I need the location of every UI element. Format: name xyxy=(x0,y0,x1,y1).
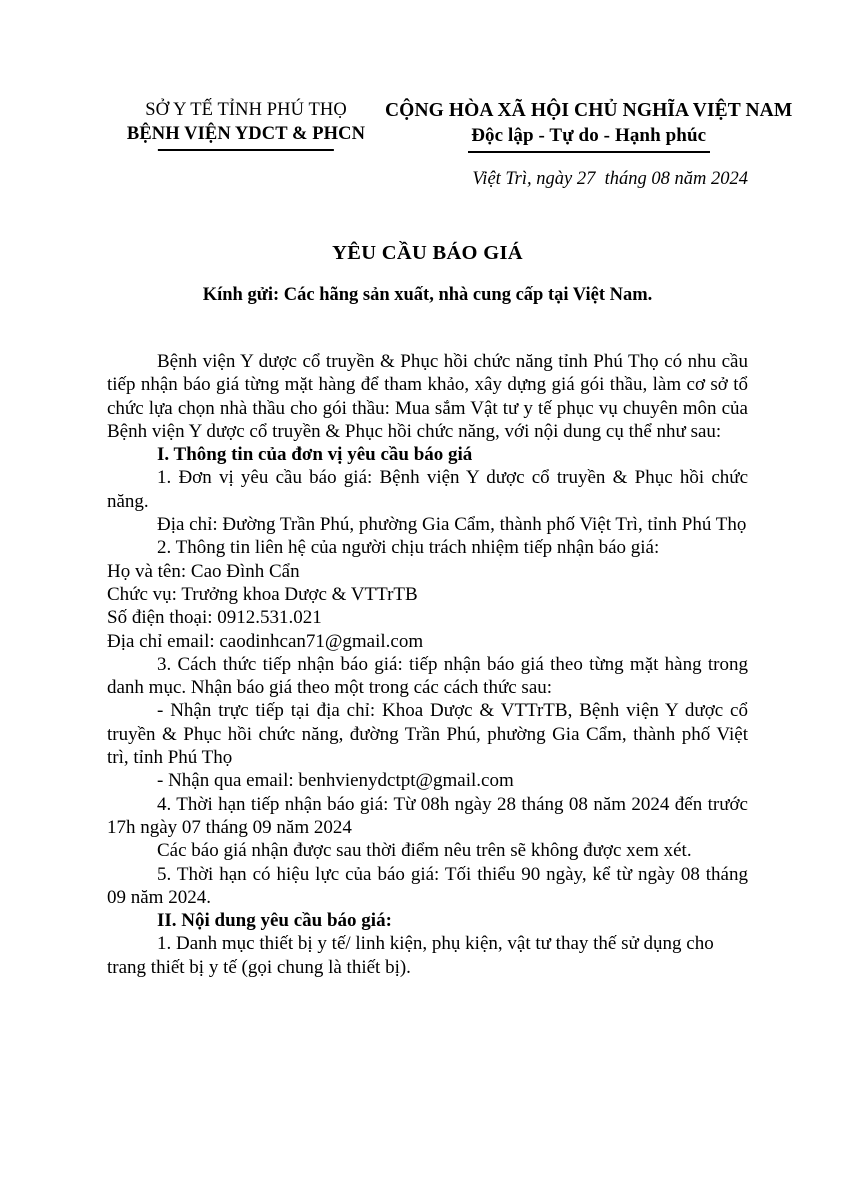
item-3-in-person: - Nhận trực tiếp tại địa chỉ: Khoa Dược & VTTrTB, Bệnh viện Y dược cổ truyền & Phục hồi chức năng, đường Trần Phú, phường Gia Cẩm, thành phố Việt trì, tỉnh Phú Thọ xyxy=(107,700,748,769)
item-2-contact-info: 2. Thông tin liên hệ của người chịu trách nhiệm tiếp nhận báo giá: xyxy=(157,537,660,559)
item-1-requesting-unit: 1. Đơn vị yêu cầu báo giá: Bệnh viện Y dược cổ truyền & Phục hồi chức năng. xyxy=(107,467,748,512)
contact-position: Chức vụ: Trưởng khoa Dược & VTTrTB xyxy=(107,583,418,605)
item-4-deadline: 4. Thời hạn tiếp nhận báo giá: Từ 08h ngày 28 tháng 08 năm 2024 đến trước 17h ngày 07 tháng 09 năm 2024 xyxy=(107,793,748,838)
hospital-name: BỆNH VIỆN YDCT & PHCN xyxy=(126,124,366,144)
contact-full-name: Họ và tên: Cao Đình Cẩn xyxy=(107,560,300,582)
item-3-submission-methods: 3. Cách thức tiếp nhận báo giá: tiếp nhận báo giá theo từng mặt hàng trong danh mục. Nhận báo giá theo một trong các cách thức sau: xyxy=(107,653,748,699)
national-heading-block xyxy=(385,98,792,148)
contact-email: Địa chỉ email: caodinhcan71@gmail.com xyxy=(107,630,424,652)
item-4-late-notice: Các báo giá nhận được sau thời điểm nêu trên sẽ không được xem xét. xyxy=(157,840,692,862)
contact-phone: Số điện thoại: 0912.531.021 xyxy=(107,607,322,629)
country-name: CỘNG HÒA XÃ HỘI CHỦ NGHĨA VIỆT NAM xyxy=(385,100,793,121)
section-2-item-1: 1. Danh mục thiết bị y tế/ linh kiện, phụ kiện, vật tư thay thế sử dụng cho trang thiết bị y tế (gọi chung là thiết bị). xyxy=(107,933,714,978)
issuing-organization-block xyxy=(107,98,385,146)
document-header xyxy=(107,98,793,148)
recipient-line: Kính gửi: Các hãng sản xuất, nhà cung cấp tại Việt Nam. xyxy=(202,285,653,305)
section-1-heading: I. Thông tin của đơn vị yêu cầu báo giá xyxy=(157,444,473,466)
item-1-address: Địa chỉ: Đường Trần Phú, phường Gia Cẩm, thành phố Việt Trì, tỉnh Phú Thọ xyxy=(157,514,747,536)
place-and-date: Việt Trì, ngày 27 tháng 08 năm 2024 xyxy=(472,169,748,189)
item-3-by-email: - Nhận qua email: benhvienydctpt@gmail.com xyxy=(157,770,514,792)
document-body xyxy=(107,350,748,979)
section-2-heading: II. Nội dung yêu cầu báo giá: xyxy=(157,910,392,932)
intro-paragraph: Bệnh viện Y dược cổ truyền & Phục hồi chức năng tỉnh Phú Thọ có nhu cầu tiếp nhận báo giá từng mặt hàng để tham khảo, xây dựng giá gói thầu, làm cơ sở tổ chức lựa chọn nhà thầu cho gói thầu: Mua sắm Vật tư y tế phục vụ chuyên môn của Bệnh viện Y dược cổ truyền & Phục hồi chức năng, với nội dung cụ thể như sau: xyxy=(107,351,748,442)
national-motto: Độc lập - Tự do - Hạnh phúc xyxy=(471,125,707,146)
document-title: YÊU CẦU BÁO GIÁ xyxy=(332,242,523,264)
item-5-validity-period: 5. Thời hạn có hiệu lực của báo giá: Tối thiểu 90 ngày, kể từ ngày 08 tháng 09 năm 2024. xyxy=(107,863,748,908)
department-name: SỞ Y TẾ TỈNH PHÚ THỌ xyxy=(145,100,347,120)
